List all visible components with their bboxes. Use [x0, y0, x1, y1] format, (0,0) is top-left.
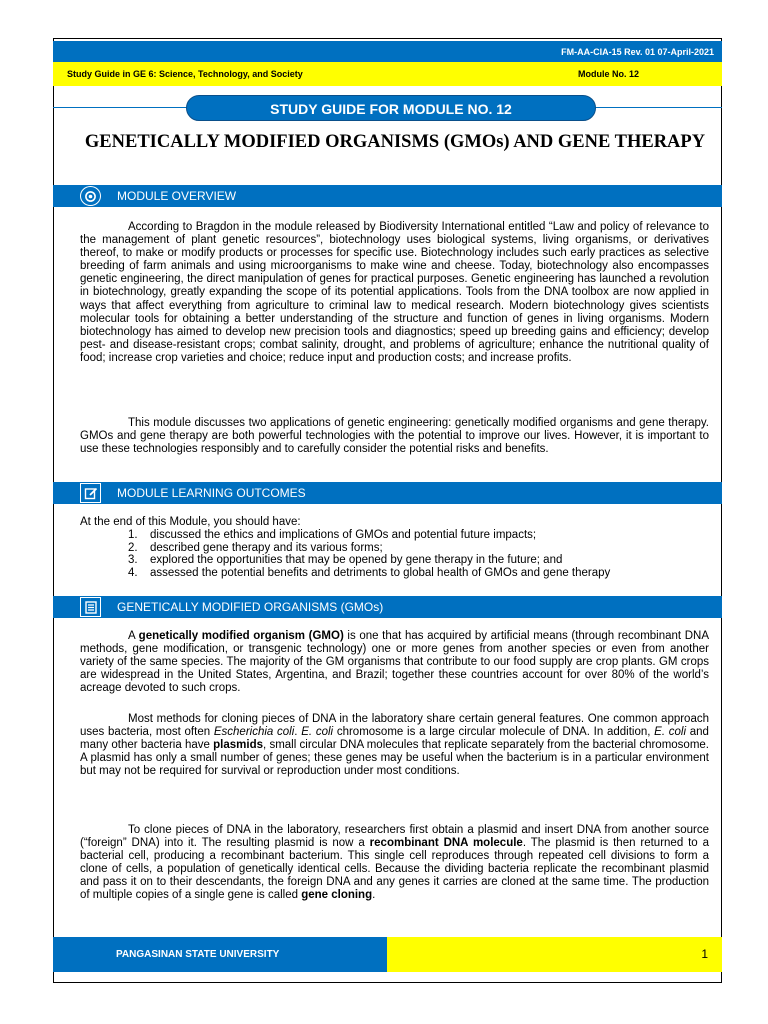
overview-paragraph-1: According to Bragdon in the module released by Biodiversity International entitled “Law and policy of relevance to the management of plant genetic resources”, biotechnology uses biological systems, living organisms, or derivatives thereof, to make or modify products or processes for specific use. Biotechnology includes such early practices as selective breeding of farm animals and using microorganisms to make wine and cheese. Today, biotechnology also encompasses genetic engineering, the direct manipulation of genes for practical purposes. Genetic engineering has launched a revolution in biotechnology, greatly expanding the scope of its potential applications. Tools from the DNA toolbox are now applied in ways that affect everything from agriculture to criminal law to medical research. Modern biotechnology gives scientists molecular tools for obtaining a better understanding of the structure and function of genes in living organisms. Modern biotechnology has aimed to develop new precision tools and diagnostics; speed up breeding gains and efficiency; develop pest- and disease-resistant crops; combat salinity, drought, and problems of agriculture; enhance the nutritional quality of food; increase crop varieties and choice; reduce input and production costs; and increase profits.	[80, 221, 709, 364]
gmo-paragraph-1: A genetically modified organism (GMO) is one that has acquired by artificial means (through recombinant DNA methods, gene modification, or transgenic technology) one or more genes from another species or even from another variety of the same species. The majority of the GM organisms that contribute to our food supply are crop plants. GM crops are widespread in the United States, Argentina, and Brazil; together these countries account for over 80% of the world’s acreage devoted to such crops.	[80, 630, 710, 695]
list-item: 4. assessed the potential benefits and detriments to global health of GMOs and gene therapy	[128, 566, 611, 579]
page-number: 1	[701, 947, 708, 961]
section-header-overview	[53, 185, 722, 207]
section-header-gmo	[53, 596, 722, 618]
footer-page	[387, 937, 722, 972]
list-item: 3. explored the opportunities that may be opened by gene therapy in the future; and	[128, 554, 563, 567]
term-plasmids: plasmids	[213, 739, 264, 752]
overview-paragraph-2: This module discusses two applications of genetic engineering: genetically modified organisms and gene therapy. GMOs and gene therapy are both powerful technologies with the potential to improve our lives. However, it is important to use these technologies responsibly and to carefully consider the potential risks and benefits.	[80, 417, 709, 456]
section-title-outcomes: MODULE LEARNING OUTCOMES	[117, 486, 306, 500]
course-title: Study Guide in GE 6: Science, Technology, and Society	[67, 69, 303, 79]
term-gmo: genetically modified organism (GMO)	[138, 630, 344, 642]
page-title: GENETICALLY MODIFIED ORGANISMS (GMOs) AND GENE THERAPY	[84, 132, 706, 152]
term-recombinant-dna: recombinant DNA molecule	[369, 837, 523, 850]
gmo-paragraph-3: To clone pieces of DNA in the laboratory, researchers first obtain a plasmid and insert DNA from another source (“foreign” DNA) into it. The resulting plasmid is now a recombinant DNA molecule. The plasmid is then returned to a bacterial cell, producing a recombinant bacterium. This single cell reproduces through repeated cell divisions to form a clone of cells, a population of genetically identical cells. Because the dividing bacteria replicate the recombinant plasmid and pass it on to their descendants, the foreign DNA and any genes it carries are cloned at the same time. The production of multiple copies of a single gene is called gene cloning.	[80, 824, 709, 902]
section-title-overview: MODULE OVERVIEW	[117, 189, 237, 203]
list-item: 1. discussed the ethics and implications of GMOs and potential future impacts;	[128, 529, 537, 541]
module-number: Module No. 12	[578, 69, 640, 79]
footer-university	[53, 937, 387, 972]
outcomes-intro: At the end of this Module, you should have:	[80, 516, 301, 528]
guide-title: STUDY GUIDE FOR MODULE NO. 12	[186, 95, 596, 121]
university-name: PANGASINAN STATE UNIVERSITY	[116, 949, 280, 960]
document-icon	[80, 597, 101, 617]
section-title-gmo: GENETICALLY MODIFIED ORGANISMS (GMOs)	[117, 600, 384, 614]
section-header-outcomes	[53, 482, 722, 504]
edit-icon	[80, 483, 101, 503]
outcomes-list	[128, 529, 610, 579]
form-code-bar	[53, 41, 722, 62]
gmo-paragraph-2: Most methods for cloning pieces of DNA in the laboratory share certain general features. One common approach uses bacteria, most often Escherichia coli. E. coli chromosome is a large circular molecule of DNA. In addition, E. coli and many other bacteria have plasmids, small circular DNA molecules that replicate separately from the bacterial chromosome. A plasmid has only a small number of genes; these genes may be useful when the bacterium is in a particular environment but may not be required for survival or reproduction under most conditions.	[80, 713, 709, 778]
magnifier-icon	[80, 186, 101, 206]
course-bar	[53, 62, 722, 86]
term-gene-cloning: gene cloning	[301, 889, 373, 902]
list-item: 2. described gene therapy and its various forms;	[128, 541, 383, 554]
form-code: FM-AA-CIA-15 Rev. 01 07-April-2021	[561, 47, 714, 57]
